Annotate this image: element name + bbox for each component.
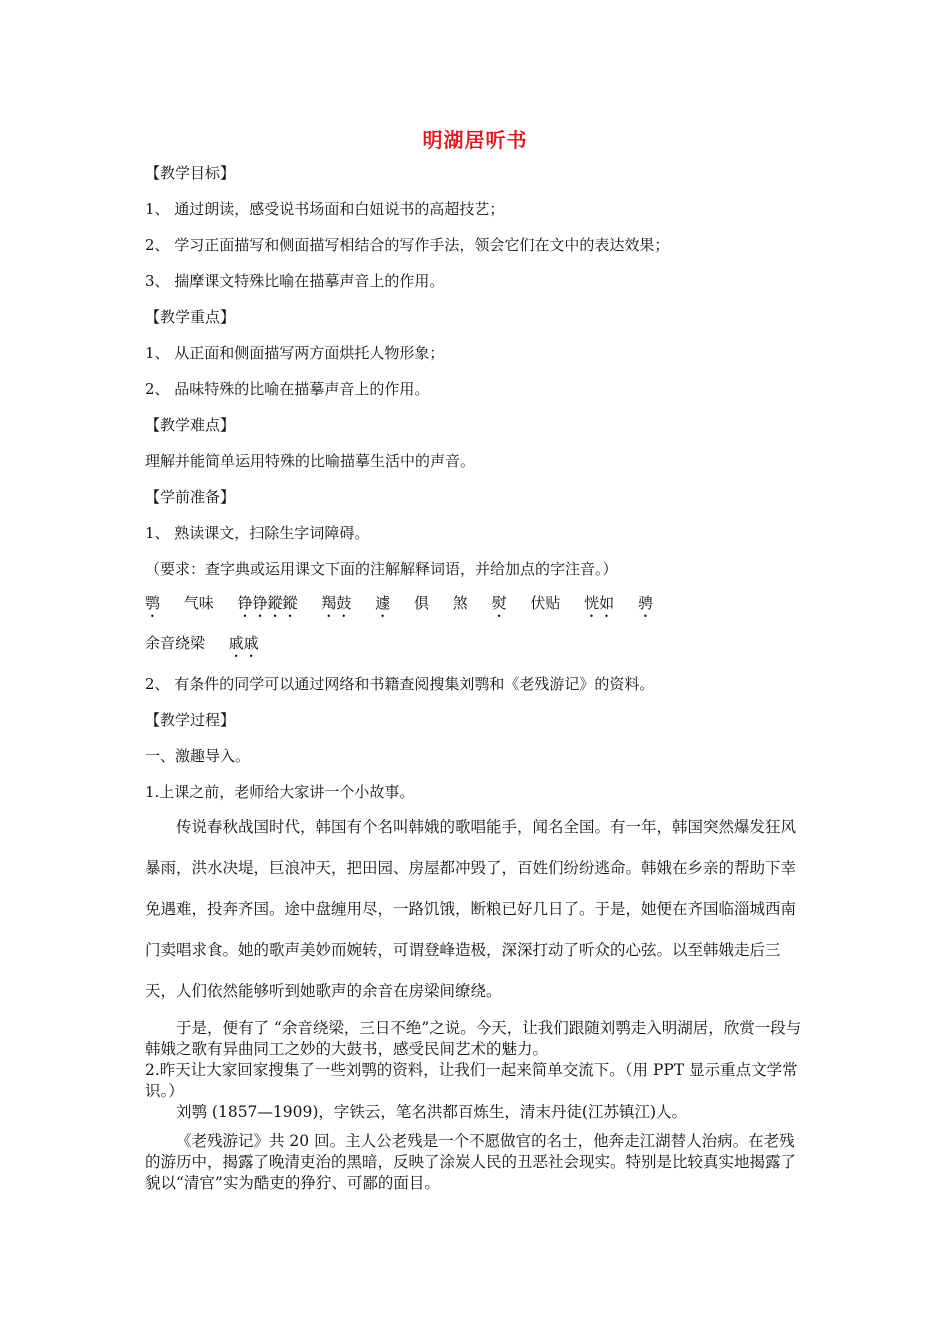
- step-item: 1.上课之前，老师给大家讲一个小故事。: [145, 783, 415, 801]
- goal-item: 2、 学习正面描写和侧面描写相结合的写作手法，领会它们在文中的表达效果；: [145, 236, 670, 254]
- novel-info: 《老残游记》共 20 回。主人公老残是一个不愿做官的名士，他奔走江湖替人治病。在老残的游历中，揭露了晚清吏治的黑暗，反映了涂炭人民的丑恶社会现实。特别是比较真实地揭露了貌以“清官”实为酷吏的狰狞、可鄙的面目。: [145, 1132, 797, 1192]
- process-heading: 【教学过程】: [145, 711, 236, 729]
- vocab-word: 俱: [413, 594, 429, 612]
- preparation-note: （要求：查字典或运用课文下面的注解解释词语，并给加点的字注音。）: [145, 560, 618, 578]
- preparation-heading: 【学前准备】: [145, 488, 236, 506]
- difficulty-text: 理解并能简单运用特殊的比喻描摹生活中的声音。: [145, 452, 476, 470]
- story-paragraph: 传说春秋战国时代，韩国有个名叫韩娥的歌唱能手，闻名全国。有一年，韩国突然爆发狂风暴雨，洪水决堤，巨浪冲天，把田园、房屋都冲毁了，百姓们纷纷逃命。韩娥在乡亲的帮助下幸免遇难，投奔齐国。途中盘缠用尽，一路饥饿，断粮已好几日了。于是，她便在齐国临淄城西南门卖唱求食。她的歌声美妙而婉转，可谓登峰造极，深深打动了听众的心弦。以至韩娥走后三天，人们依然能够听到她歌声的余音在房梁间缭绕。: [145, 818, 797, 1000]
- vocabulary-row: [145, 592, 672, 621]
- key-point-item: 1、 从正面和侧面描写两方面烘托人物形象；: [145, 344, 445, 362]
- vocab-word: 戚戚: [228, 634, 259, 652]
- vocab-word: 铮铮鏦鏦: [237, 594, 298, 612]
- goal-item: 1、 通过朗读，感受说书场面和白妞说书的高超技艺；: [145, 200, 505, 218]
- step-heading: 一、激趣导入。: [145, 747, 251, 765]
- preparation-item: 1、 熟读课文，扫除生字词障碍。: [145, 524, 370, 542]
- vocab-word: 恍如: [584, 594, 615, 612]
- difficulty-heading: 【教学难点】: [145, 416, 236, 434]
- author-info: 刘鹗 (1857—1909)，字铁云，笔名洪都百炼生，清末丹徒(江苏镇江)人。: [176, 1103, 688, 1121]
- vocab-word: 伏贴: [530, 594, 561, 612]
- vocab-word: 骋: [637, 594, 653, 612]
- vocab-word: 余音绕梁: [145, 634, 206, 652]
- vocab-word: 煞: [452, 594, 468, 612]
- vocabulary-row: [145, 632, 278, 661]
- vocab-word: 遽: [375, 594, 391, 612]
- key-point-item: 2、 品味特殊的比喻在描摹声音上的作用。: [145, 380, 430, 398]
- key-points-heading: 【教学重点】: [145, 308, 236, 326]
- vocab-word: 鹗: [145, 594, 161, 612]
- vocab-word: 气味: [183, 594, 214, 612]
- transition-paragraph: 于是，便有了 “余音绕梁，三日不绝”之说。今天，让我们跟随刘鹗走入明湖居，欣赏一段与韩娥之歌有异曲同工之妙的大鼓书，感受民间艺术的魅力。: [145, 1019, 802, 1058]
- vocab-word: 羯鼓: [321, 594, 352, 612]
- vocab-word: 熨: [491, 594, 507, 612]
- document-title: 明湖居听书: [422, 128, 528, 152]
- step-item: 2.昨天让大家回家搜集了一些刘鹗的资料，让我们一起来简单交流下。（用 PPT 显示重点文学常识。）: [145, 1061, 798, 1100]
- goal-item: 3、 揣摩课文特殊比喻在描摹声音上的作用。: [145, 272, 445, 290]
- preparation-item: 2、 有条件的同学可以通过网络和书籍查阅搜集刘鹗和《老残游记》的资料。: [145, 675, 655, 693]
- goals-heading: 【教学目标】: [145, 164, 236, 182]
